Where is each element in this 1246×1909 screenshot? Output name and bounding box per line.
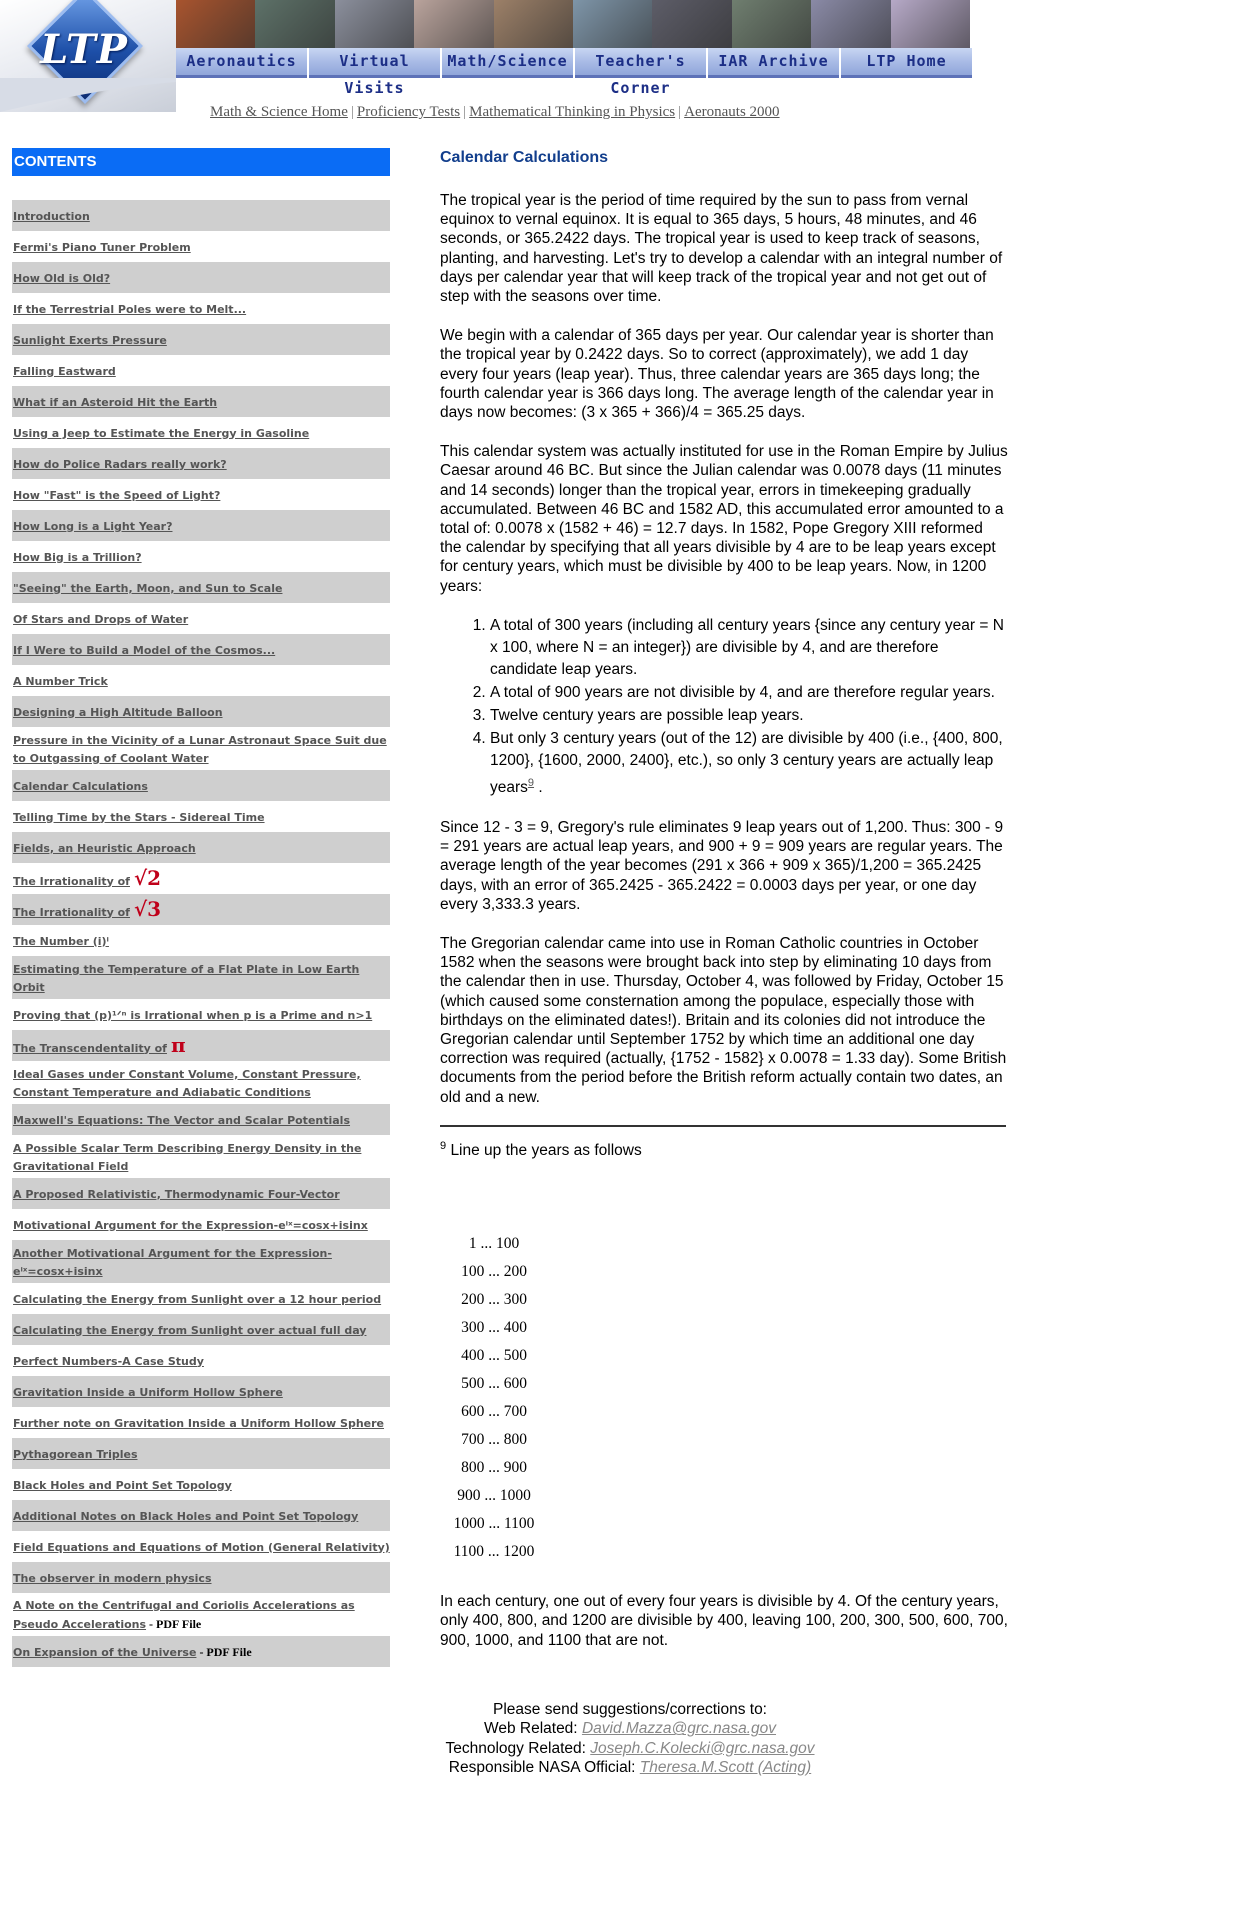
contents-list xyxy=(12,200,390,1667)
web-contact-link[interactable]: David.Mazza@grc.nasa.gov xyxy=(581,1720,777,1738)
sidebar-link[interactable]: Telling Time by the Stars - Sidereal Time xyxy=(13,810,265,824)
logo-text: LTP xyxy=(40,26,128,73)
list-item: 3. Twelve century years are possible leap years. xyxy=(490,705,1008,727)
sidebar-item xyxy=(12,1283,390,1314)
sidebar-link[interactable]: If I Were to Build a Model of the Cosmos... xyxy=(13,643,276,657)
sidebar-item xyxy=(12,1209,390,1240)
article xyxy=(440,148,1008,1650)
sidebar-link[interactable]: Fermi's Piano Tuner Problem xyxy=(13,240,191,254)
sidebar-item xyxy=(12,448,390,479)
sidebar-item xyxy=(12,999,390,1030)
sidebar-item xyxy=(12,1314,390,1345)
sidebar-item xyxy=(12,1030,390,1061)
link-math-science-home[interactable]: Math & Science Home xyxy=(210,104,348,120)
paragraph: This calendar system was actually instituted for use in the Roman Empire by Julius Caesar around 46 BC. But since the Julian calendar was 0.0078 days (11 minutes and 14 seconds) longer than the tropical year, errors in timekeeping gradually accumulated. Between 46 BC and 1582 AD, this accumulated error amounted to a total of: 0.0078 x (1582 + 46) = 12.7 days. In 1582, Pope Gregory XIII reformed the calendar by specifying that all years divisible by 4 are to be leap years except for century years, which must be divisible by 400 to be leap years. Now, in 1200 years: xyxy=(440,443,1008,595)
contents-sidebar xyxy=(12,148,390,1667)
year-ranges xyxy=(440,1230,660,1566)
subsite-links: Math & Science Home | Proficiency Tests | Mathematical Thinking in Physics | Aeronauts 2000 xyxy=(210,104,780,120)
header-photo-strip xyxy=(176,0,970,48)
year-range: 600 ... 700 xyxy=(461,1403,527,1421)
sidebar-item xyxy=(12,1061,390,1104)
main-nav xyxy=(176,48,974,97)
sidebar-item xyxy=(12,665,390,696)
sidebar-item xyxy=(12,1593,390,1636)
sidebar-link[interactable]: Using a Jeep to Estimate the Energy in Gasoline xyxy=(13,426,310,440)
tech-contact-link[interactable]: Joseph.C.Kolecki@grc.nasa.gov xyxy=(590,1739,815,1757)
sidebar-link[interactable]: How Old is Old? xyxy=(13,271,111,285)
sidebar-link[interactable]: On Expansion of the Universe xyxy=(13,1646,197,1659)
sidebar-link[interactable]: The Irrationality of xyxy=(13,874,130,888)
sidebar-item xyxy=(12,1531,390,1562)
math-symbol-icon: √3 xyxy=(133,896,162,921)
year-range: 1100 ... 1200 xyxy=(453,1543,535,1561)
header-photo-tile xyxy=(732,0,811,48)
sidebar-link[interactable]: How Long is a Light Year? xyxy=(13,519,173,533)
header-photo-tile xyxy=(573,0,652,48)
sidebar-item xyxy=(12,696,390,727)
sidebar-link[interactable]: How Big is a Trillion? xyxy=(13,550,142,564)
footnote-link[interactable]: 9 xyxy=(527,776,535,789)
sidebar-link[interactable]: The observer in modern physics xyxy=(13,1571,212,1585)
paragraph: We begin with a calendar of 365 days per year. Our calendar year is shorter than the tropical year by 0.2422 days. So to correct (approximately), we add 1 day every four years (leap year). Thus, three calendar years are 365 days long; the fourth calendar year is 366 days long. The average length of the calendar year in days now becomes: (3 x 365 + 366)/4 = 365.25 days. xyxy=(440,327,994,422)
sidebar-item xyxy=(12,1178,390,1209)
official-contact-link[interactable]: Theresa.M.Scott (Acting) xyxy=(639,1759,812,1777)
year-range: 700 ... 800 xyxy=(461,1431,527,1449)
sidebar-item xyxy=(12,1562,390,1593)
header-photo-tile xyxy=(335,0,414,48)
sidebar-item xyxy=(12,479,390,510)
sidebar-item xyxy=(12,200,390,231)
year-range: 400 ... 500 xyxy=(461,1347,527,1365)
sidebar-link[interactable]: What if an Asteroid Hit the Earth xyxy=(13,395,218,409)
sidebar-item xyxy=(12,1135,390,1178)
sidebar-item xyxy=(12,262,390,293)
sidebar-item xyxy=(12,603,390,634)
sidebar-item xyxy=(12,770,390,801)
list-item: 4. But only 3 century years (out of the 12) are divisible by 400 (i.e., {400, 800, 1200}, {1600, 2000, 2400}, etc.), so only 3 century years are actually leap years$^9$ . xyxy=(490,728,1008,799)
link-aeronauts-2000[interactable]: Aeronauts 2000 xyxy=(684,104,780,120)
leap-year-list xyxy=(440,615,1008,799)
paragraph: Since 12 - 3 = 9, Gregory's rule eliminates 9 leap years out of 1,200. Thus: 300 - 9 = 291 years are actual leap years, and 900 + 9 = 909 years are regular years. The average length of the year becomes (291 x 366 + 909 x 365)/1,200 = 365.2425 days, with an error of 365.2425 - 365.2422 = 0.0003 days per year, or one day every 3,333.3 years. xyxy=(440,819,1004,913)
header-photo-tile xyxy=(176,0,255,48)
year-range: 200 ... 300 xyxy=(461,1291,527,1309)
sidebar-item xyxy=(12,1438,390,1469)
year-range: 800 ... 900 xyxy=(461,1459,527,1477)
sidebar-link[interactable]: Calculating the Energy from Sunlight over a 12 hour period xyxy=(13,1292,382,1306)
footer-line: Responsible NASA Official: Theresa.M.Scott (Acting) xyxy=(448,1759,812,1777)
sidebar-link[interactable]: A Note on the Centrifugal and Coriolis Accelerations as Pseudo Accelerations xyxy=(13,1599,355,1631)
sidebar-link[interactable]: Additional Notes on Black Holes and Point Set Topology xyxy=(13,1509,359,1523)
math-symbol-icon: π xyxy=(170,1032,186,1057)
contents-header: CONTENTS xyxy=(12,148,390,176)
sidebar-link[interactable]: The Transcendentality of xyxy=(13,1041,167,1055)
sidebar-link[interactable]: "Seeing" the Earth, Moon, and Sun to Scale xyxy=(13,581,283,595)
sidebar-link[interactable]: Field Equations and Equations of Motion (General Relativity) xyxy=(13,1540,390,1554)
year-range: 100 ... 200 xyxy=(461,1263,527,1281)
sidebar-link[interactable]: Falling Eastward xyxy=(13,364,116,378)
nav-tab-aeronautics[interactable]: Aeronautics xyxy=(176,48,307,78)
header-photo-tile xyxy=(891,0,970,48)
sidebar-item xyxy=(12,1104,390,1135)
pdf-file-label: - PDF File xyxy=(149,1617,202,1631)
sidebar-link[interactable]: Sunlight Exerts Pressure xyxy=(13,333,167,347)
link-proficiency-tests[interactable]: Proficiency Tests xyxy=(356,104,461,120)
list-item: 1. A total of 300 years (including all century years {since any century year = N x 100, where N = an integer}) are divisible by 4, and are therefore candidate leap years. xyxy=(490,615,1008,681)
sidebar-link[interactable]: A Proposed Relativistic, Thermodynamic Four-Vector xyxy=(13,1187,340,1201)
footer-line: Technology Related: Joseph.C.Kolecki@grc.nasa.gov xyxy=(445,1739,815,1757)
nav-tab-ltp-home[interactable]: LTP Home xyxy=(841,48,972,78)
sidebar-link[interactable]: Ideal Gases under Constant Volume, Constant Pressure, Constant Temperature and Adiabatic Conditions xyxy=(13,1067,361,1099)
sidebar-link[interactable]: How "Fast" is the Speed of Light? xyxy=(13,488,221,502)
header-photo-tile xyxy=(811,0,890,48)
sidebar-item xyxy=(12,293,390,324)
nav-tab-virtual-visits[interactable]: Virtual Visits xyxy=(309,48,440,78)
sidebar-item xyxy=(12,541,390,572)
header-photo-tile xyxy=(414,0,493,48)
sidebar-item xyxy=(12,1376,390,1407)
sidebar-item xyxy=(12,925,390,956)
sidebar-item xyxy=(12,727,390,770)
sidebar-link[interactable]: Motivational Argument for the Expression-eⁱˣ=cosx+isinx xyxy=(13,1218,368,1232)
header-photo-tile xyxy=(652,0,731,48)
sidebar-item xyxy=(12,1345,390,1376)
year-range: 900 ... 1000 xyxy=(457,1487,531,1505)
sidebar-link[interactable]: A Number Trick xyxy=(13,674,108,688)
sidebar-item xyxy=(12,832,390,863)
sidebar-item xyxy=(12,1407,390,1438)
sidebar-link[interactable]: The Number (i)ⁱ xyxy=(13,934,109,948)
header-photo-tile xyxy=(494,0,573,48)
math-symbol-icon: √2 xyxy=(133,865,162,890)
sidebar-item xyxy=(12,801,390,832)
sidebar-link[interactable]: Designing a High Altitude Balloon xyxy=(13,705,223,719)
sidebar-link[interactable]: Calculating the Energy from Sunlight over actual full day xyxy=(13,1323,367,1337)
sidebar-link[interactable]: Further note on Gravitation Inside a Uniform Hollow Sphere xyxy=(13,1416,385,1430)
footnote xyxy=(440,1137,1008,1160)
sidebar-item xyxy=(12,894,390,925)
sidebar-item xyxy=(12,231,390,262)
sidebar-link[interactable]: Pressure in the Vicinity of a Lunar Astronaut Space Suit due to Outgassing of Coolant Water xyxy=(13,733,387,765)
page-title: Calendar Calculations xyxy=(440,149,609,166)
header-swoosh xyxy=(0,78,176,112)
sidebar-link[interactable]: Estimating the Temperature of a Flat Plate in Low Earth Orbit xyxy=(13,962,360,994)
sidebar-item xyxy=(12,355,390,386)
sidebar-item xyxy=(12,956,390,999)
footnote-text: Line up the years as follows xyxy=(450,1142,642,1160)
year-range: 1000 ... 1100 xyxy=(453,1515,535,1533)
footer-line: Web Related: David.Mazza@grc.nasa.gov xyxy=(483,1720,777,1738)
sidebar-item xyxy=(12,510,390,541)
year-range: 500 ... 600 xyxy=(461,1375,527,1393)
sidebar-item xyxy=(12,324,390,355)
sidebar-link[interactable]: Fields, an Heuristic Approach xyxy=(13,841,196,855)
footer-line: Please send suggestions/corrections to: xyxy=(493,1701,767,1718)
sidebar-link[interactable]: Perfect Numbers-A Case Study xyxy=(13,1354,204,1368)
list-item: 2. A total of 900 years are not divisible by 4, and are therefore regular years. xyxy=(490,682,1008,704)
link-mathematical-thinking[interactable]: Mathematical Thinking in Physics xyxy=(469,104,676,120)
paragraph: The tropical year is the period of time required by the sun to pass from vernal equinox to vernal equinox. It is equal to 365 days, 5 hours, 48 minutes, and 46 seconds, or 365.2422 days. The tropical year is used to keep track of seasons, planting, and harvesting. Let's try to develop a calendar with an integral number of days per calendar year that will keep track of the tropical year and not get out of step with the seasons over time. xyxy=(440,192,1003,306)
sidebar-item xyxy=(12,417,390,448)
year-range: 1 ... 100 xyxy=(468,1235,520,1253)
sidebar-item xyxy=(12,1636,390,1667)
sidebar-item xyxy=(12,863,390,894)
sidebar-link[interactable]: If the Terrestrial Poles were to Melt... xyxy=(13,302,247,316)
sidebar-link[interactable]: Of Stars and Drops of Water xyxy=(13,612,189,626)
sidebar-link[interactable]: Maxwell's Equations: The Vector and Scalar Potentials xyxy=(13,1113,351,1127)
pdf-file-label: - PDF File xyxy=(199,1645,252,1659)
sidebar-link[interactable]: Gravitation Inside a Uniform Hollow Sphere xyxy=(13,1385,283,1399)
paragraph: The Gregorian calendar came into use in Roman Catholic countries in October 1582 when the seasons were brought back into step by eliminating 10 days from the calendar then in use. Thursday, October 4, was followed by Friday, October 15 (which caused some consternation among the populace, especially those with birthdays on the eliminated dates!). Britain and its colonies did not introduce the Gregorian calendar until September 1752 by which time an additional one day correction was required (actually, {1752 - 1582} x 0.0078 = 1.33 day). Some British documents from the period before the British reform actually contain two dates, an old and a new. xyxy=(440,935,1007,1106)
sidebar-item xyxy=(12,1240,390,1283)
header-photo-tile xyxy=(255,0,334,48)
sidebar-item xyxy=(12,386,390,417)
paragraph: In each century, one out of every four years is divisible by 4. Of the century years, only 400, 800, and 1200 are divisible by 400, leaving 100, 200, 300, 500, 600, 700, 900, 1000, and 1100 that are not. xyxy=(440,1593,1008,1649)
nav-tab-teacher-s-corner[interactable]: Teacher's Corner xyxy=(575,48,706,78)
sidebar-link[interactable]: Calendar Calculations xyxy=(13,779,148,793)
year-range: 300 ... 400 xyxy=(461,1319,527,1337)
sidebar-item xyxy=(12,572,390,603)
sidebar-link[interactable]: Pythagorean Triples xyxy=(13,1447,138,1461)
sidebar-link[interactable]: A Possible Scalar Term Describing Energy Density in the Gravitational Field xyxy=(13,1141,362,1173)
nav-tab-math-science[interactable]: Math/Science xyxy=(442,48,573,78)
sidebar-link[interactable]: Introduction xyxy=(13,209,90,223)
footer xyxy=(280,1700,980,1778)
sidebar-link[interactable]: The Irrationality of xyxy=(13,905,130,919)
sidebar-item xyxy=(12,1469,390,1500)
sidebar-item xyxy=(12,1500,390,1531)
sidebar-link[interactable]: Black Holes and Point Set Topology xyxy=(13,1478,232,1492)
sidebar-link[interactable]: Another Motivational Argument for the Expression-eⁱˣ=cosx+isinx xyxy=(13,1246,332,1278)
sidebar-link[interactable]: How do Police Radars really work? xyxy=(13,457,227,471)
footnote-number: 9 xyxy=(440,1139,447,1152)
sidebar-item xyxy=(12,634,390,665)
nav-tab-iar-archive[interactable]: IAR Archive xyxy=(708,48,839,78)
sidebar-link[interactable]: Proving that (p)¹ᐟⁿ is Irrational when p is a Prime and n>1 xyxy=(13,1008,373,1022)
